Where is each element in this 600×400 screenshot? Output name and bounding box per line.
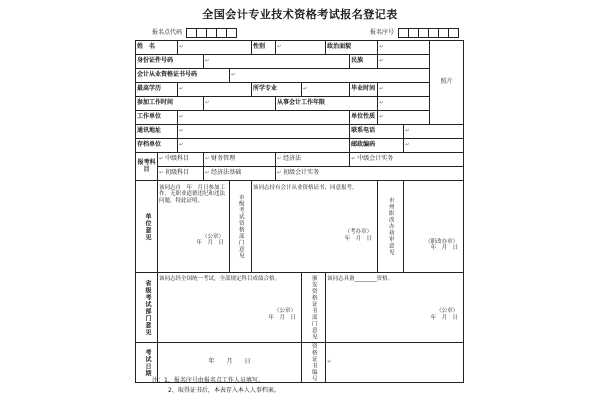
staff-seal: （职改办章） [425, 239, 459, 245]
employer-label: 工作单位 [136, 111, 178, 125]
education-label: 最高学历 [136, 83, 178, 97]
mid-accounting-option[interactable]: ↵ 中级会计实务 [350, 153, 464, 167]
employer-seal: （公章） [202, 233, 225, 240]
provincial-dept-label: 省级考试部门意见 [136, 273, 158, 343]
form-notes [152, 376, 280, 396]
work-start-input[interactable]: ↵ [204, 97, 276, 111]
note-line-1: 注：1、报名序号由报名点工作人员填写。 [152, 377, 264, 384]
name-label: 姓 名 [136, 41, 178, 55]
serial-number-boxes[interactable] [399, 28, 459, 38]
political-label: 政治面貌 [326, 41, 378, 55]
cert-issue-text: 该同志具备________资格。 [327, 276, 394, 282]
employer-opinion-text: 该同志自 年 月日参加工作，无职业道德违纪和违法问题，特此证明。 [159, 185, 226, 204]
review-dept-label: 市级考试资格部门意见 [230, 181, 252, 273]
postcode-label: 邮政编码 [350, 139, 404, 153]
postcode-input[interactable]: ↵ [404, 139, 464, 153]
junior-accounting-option[interactable]: ↵ 初级会计实务 [276, 167, 464, 181]
staff-office-label: 市州职改办初审意见 [378, 181, 404, 273]
finance-mgmt-option[interactable]: ↵ 财务管理 [204, 153, 276, 167]
ethnicity-input[interactable]: ↵ [378, 55, 430, 69]
econ-law-basic-option[interactable]: ↵ 经济法基础 [204, 167, 276, 181]
name-input[interactable]: ↵ [178, 41, 252, 55]
gender-label: 性别 [252, 41, 276, 55]
education-input[interactable]: ↵ [178, 83, 252, 97]
acc-work-years-label: 从事会计工作年限 [276, 97, 378, 111]
photo-box [430, 41, 464, 125]
site-code-field [152, 27, 237, 38]
provincial-date: 年 月 日 [268, 314, 297, 321]
staff-date: 年 月 日 [430, 245, 459, 252]
employer-opinion-box[interactable] [158, 181, 230, 273]
grad-time-input[interactable]: ↵ [378, 83, 430, 97]
review-date: 年 月 日 [344, 235, 373, 242]
cert-issue-date: 年 月 日 [430, 314, 459, 321]
cert-issue-label: 颁发资格证书部门意见 [302, 273, 326, 343]
id-number-label: 身份证件号码 [136, 55, 204, 69]
econ-law-option[interactable]: ↵ 经济法 [276, 153, 350, 167]
work-start-label: 参加工作时间 [136, 97, 204, 111]
registration-table [135, 40, 464, 383]
provincial-opinion-text: 该同志经全国统一考试，全部规定科目成绩合格。 [159, 276, 281, 282]
address-input[interactable]: ↵ [178, 125, 350, 139]
employer-opinion-label: 单位意见 [136, 181, 158, 273]
major-label: 所学专业 [252, 83, 302, 97]
grad-time-label: 毕业时间 [350, 83, 378, 97]
id-number-input[interactable]: ↵ [204, 55, 350, 69]
residence-label: 存档单位 [136, 139, 178, 153]
gender-input[interactable]: ↵ [276, 41, 326, 55]
cert-number-label: 会计从业资格证书号码 [136, 69, 230, 83]
site-code-label: 报名点代码 [152, 29, 183, 36]
phone-label: 联系电话 [350, 125, 404, 139]
review-opinion-box[interactable] [252, 181, 378, 273]
note-line-2: 2、取得证书后，本表存入本人人事档案。 [168, 387, 280, 394]
junior-level-option[interactable]: ↵ 初级科目 [158, 167, 204, 181]
employer-nature-input[interactable]: ↵ [378, 111, 430, 125]
form-title: 全国会计专业技术资格考试报名登记表 [202, 8, 398, 21]
acc-work-years-input[interactable]: ↵ [378, 97, 430, 111]
employer-input[interactable]: ↵ [178, 111, 350, 125]
mid-level-option[interactable]: ↵ 中级科目 [158, 153, 204, 167]
employer-date: 年 月 日 [196, 240, 225, 247]
photo-label: 照片 [440, 78, 453, 86]
address-label: 通讯地址 [136, 125, 178, 139]
employer-nature-label: 单位性质 [350, 111, 378, 125]
major-input[interactable]: ↵ [302, 83, 350, 97]
site-code-boxes[interactable] [187, 28, 237, 38]
exam-date-input[interactable]: 年 月 日 [158, 343, 302, 383]
exam-date-label: 考试日期 [136, 343, 158, 383]
cert-issue-box[interactable] [326, 273, 464, 343]
staff-opinion-box[interactable] [404, 181, 464, 273]
cert-number-input[interactable]: ↵ [230, 69, 430, 83]
exam-subjects-label: 报考科目 [136, 153, 158, 181]
review-opinion-text: 该同志持有会计从业资格证书，同意报考。 [253, 185, 358, 191]
serial-number-label: 报名序号 [370, 29, 395, 36]
cert-no-input[interactable]: ↵ [326, 343, 464, 383]
ethnicity-label: 民族 [350, 55, 378, 69]
political-input[interactable]: ↵ [378, 41, 430, 55]
serial-number-field [370, 27, 459, 38]
phone-input[interactable]: ↵ [404, 125, 464, 139]
cert-no-label: 资格证书编号 [302, 343, 326, 383]
provincial-opinion-box[interactable] [158, 273, 302, 343]
cert-issue-seal: （公章） [436, 308, 459, 315]
review-seal: （考办章） [344, 229, 373, 236]
provincial-seal: （公章） [274, 308, 297, 315]
residence-input[interactable]: ↵ [178, 139, 350, 153]
